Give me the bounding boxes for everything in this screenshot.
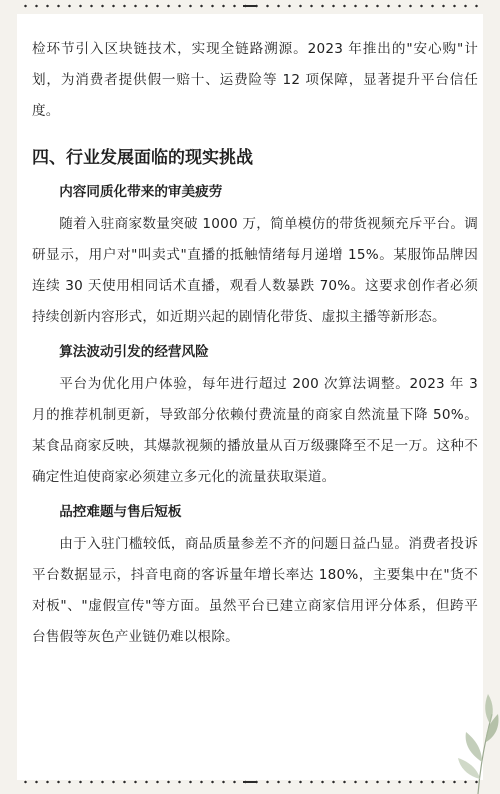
document-page [17, 14, 483, 780]
bottom-center-dash [243, 781, 257, 783]
section-title: 四、行业发展面临的现实挑战 [32, 148, 253, 168]
document-content [32, 34, 478, 653]
intro-paragraph: 检环节引入区块链技术，实现全链路溯源。2023 年推出的"安心购"计划，为消费者提供假一赔十、运费险等 12 项保障，显著提升平台信任度。 [32, 41, 478, 119]
subsection-paragraph-1: 随着入驻商家数量突破 1000 万，简单模仿的带货视频充斥平台。调研显示，用户对"叫卖式"直播的抵触情绪每月递增 15%。某服饰品牌因连续 30 天使用相同话术直播，观看人数暴跌 70%。这要求创作者必须持续创新内容形式，如近期兴起的剧情化带货、虚拟主播等新形态。 [32, 216, 478, 325]
leaf-decoration-icon [430, 684, 500, 794]
subsection-paragraph-3: 由于入驻门槛较低，商品质量参差不齐的问题日益凸显。消费者投诉平台数据显示，抖音电商的客诉量年增长率达 180%，主要集中在"货不对板"、"虚假宣传"等方面。虽然平台已建立商家信用评分体系，但跨平台售假等灰色产业链仍难以根除。 [32, 536, 478, 645]
subsection-title-1: 内容同质化带来的审美疲劳 [59, 184, 223, 200]
top-center-dash [243, 5, 257, 7]
subsection-title-2: 算法波动引发的经营风险 [59, 344, 209, 360]
subsection-title-3: 品控难题与售后短板 [59, 504, 182, 520]
subsection-paragraph-2: 平台为优化用户体验，每年进行超过 200 次算法调整。2023 年 3 月的推荐机制更新，导致部分依赖付费流量的商家自然流量下降 50%。某食品商家反映，其爆款视频的播放量从百万级骤降至不足一万。这种不确定性迫使商家必须建立多元化的流量获取渠道。 [32, 376, 478, 485]
